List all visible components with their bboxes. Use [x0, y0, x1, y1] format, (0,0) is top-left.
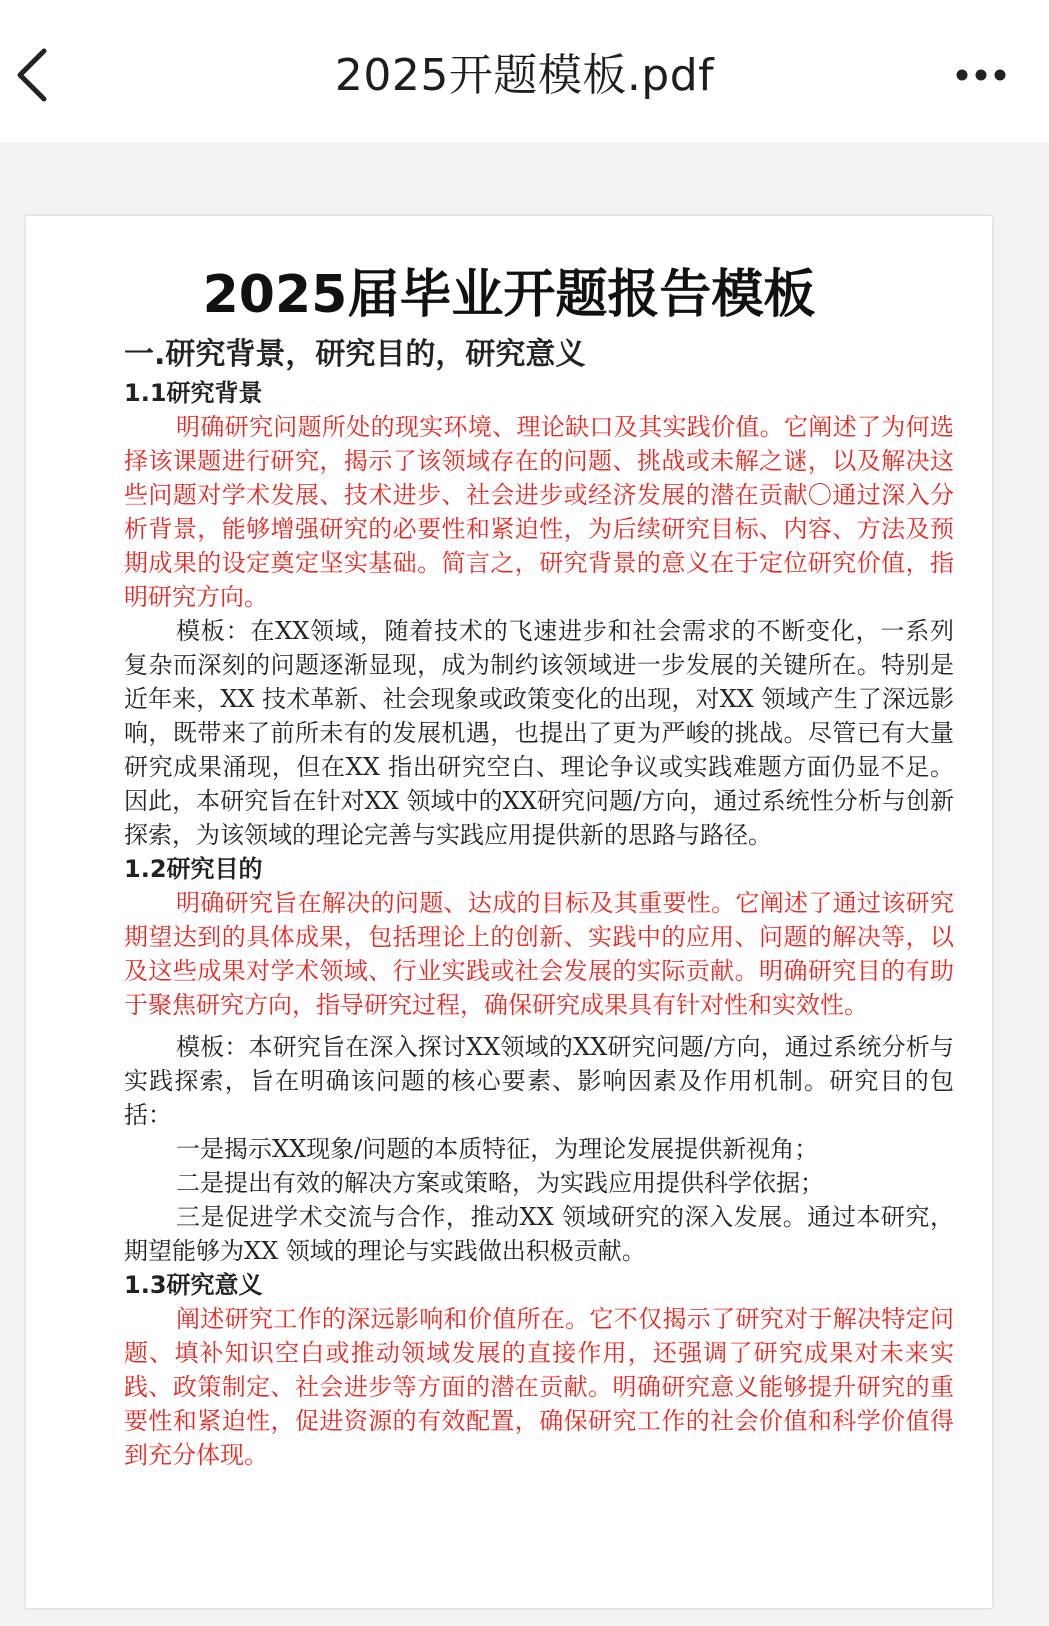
subsection-heading-significance: 1.3研究意义 [124, 1271, 263, 1299]
file-title: 2025开题模板.pdf [334, 50, 715, 101]
subsection-heading-purpose: 1.2研究目的 [124, 855, 263, 883]
template-paragraph-background: 模板：在XX领域，随着技术的飞速进步和社会需求的不断变化，一系列复杂而深刻的问题逐渐显现，成为制约该领域进一步发展的关键所在。特别是近年来，XX 技术革新、社会现象或政策变化的出现，对XX 领域产生了深远影响，既带来了前所未有的发展机遇，也提出了更为严峻的挑战。尽管已有大量研究成果涌现，但在XX 指出研究空白、理论争议或实践难题方面仍显不足。因此，本研究旨在针对XX 领域中的XX研究问题/方向，通过系统性分析与创新探索，为该领域的理论完善与实践应用提供新的思路与路径。 [124, 617, 954, 849]
purpose-item-2: 二是提出有效的解决方案或策略，为实践应用提供科学依据； [176, 1169, 824, 1197]
guide-paragraph-background: 明确研究问题所处的现实环境、理论缺口及其实践价值。它阐述了为何选择该课题进行研究，揭示了该领域存在的问题、挑战或未解之谜，以及解决这些问题对学术发展、技术进步、社会进步或经济发展的潜在贡献〇通过深入分析背景，能够增强研究的必要性和紧迫性，为后续研究目标、内容、方法及预期成果的设定奠定坚实基础。简言之，研究背景的意义在于定位研究价值，指明研究方向。 [124, 413, 954, 611]
section-heading: 一.研究背景，研究目的，研究意义 [124, 337, 586, 372]
purpose-item-3: 三是促进学术交流与合作，推动XX 领域研究的深入发展。通过本研究，期望能够为XX 领域的理论与实践做出积极贡献。 [124, 1203, 954, 1265]
template-paragraph-purpose: 模板：本研究旨在深入探讨XX领域的XX研究问题/方向，通过系统分析与实践探索，旨在明确该问题的核心要素、影响因素及作用机制。研究目的包括： [124, 1033, 954, 1129]
guide-paragraph-significance: 阐述研究工作的深远影响和价值所在。它不仅揭示了研究对于解决特定问题、填补知识空白或推动领域发展的直接作用，还强调了研究成果对未来实践、政策制定、社会进步等方面的潜在贡献。明确研究意义能够提升研究的重要性和紧迫性，促进资源的有效配置，确保研究工作的社会价值和科学价值得到充分体现。 [124, 1305, 954, 1469]
more-dots-icon [955, 68, 1007, 82]
guide-paragraph-purpose: 明确研究旨在解决的问题、达成的目标及其重要性。它阐述了通过该研究期望达到的具体成果，包括理论上的创新、实践中的应用、问题的解决等，以及这些成果对学术领域、行业实践或社会发展的实际贡献。明确研究目的有助于聚焦研究方向，指导研究过程，确保研究成果具有针对性和实效性。 [124, 889, 954, 1019]
top-bar [0, 0, 1049, 142]
document-title: 2025届毕业开题报告模板 [202, 265, 816, 325]
pdf-page[interactable] [26, 216, 992, 1608]
more-options-button[interactable] [946, 50, 1016, 100]
document-body [124, 336, 954, 1472]
subsection-heading-background: 1.1研究背景 [124, 379, 263, 407]
purpose-item-1: 一是揭示XX现象/问题的本质特征，为理论发展提供新视角； [176, 1135, 819, 1163]
